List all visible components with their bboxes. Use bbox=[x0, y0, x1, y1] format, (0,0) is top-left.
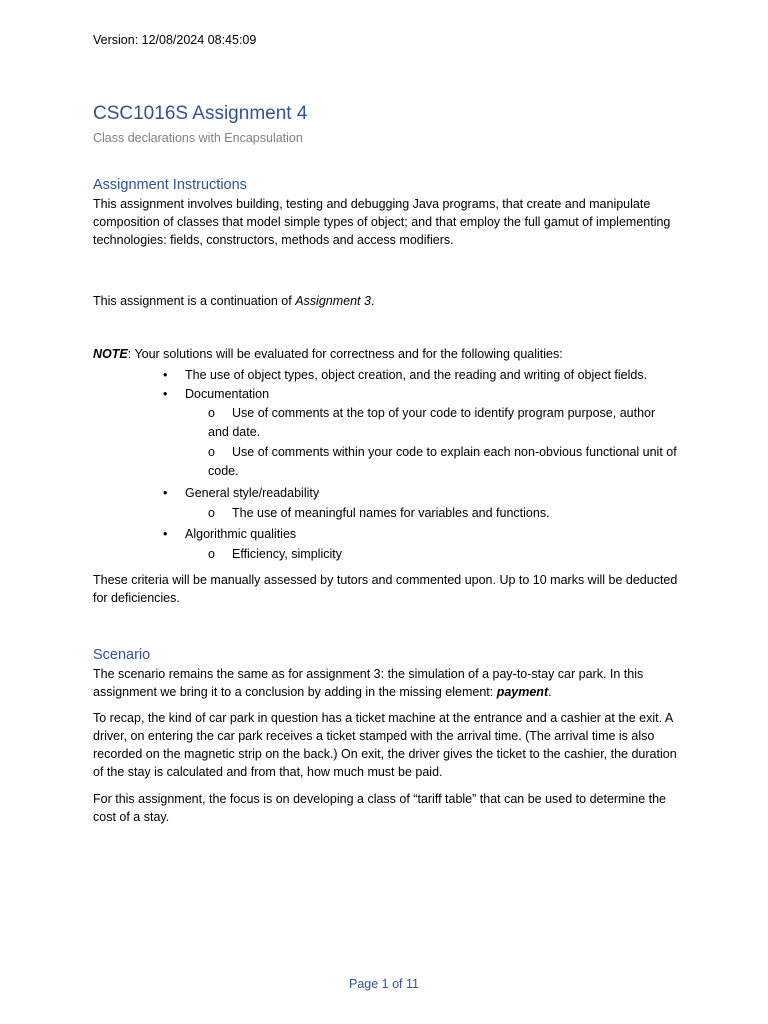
circle-bullet-icon: o bbox=[208, 445, 215, 459]
continuation-paragraph bbox=[93, 292, 683, 310]
bullet-icon: • bbox=[163, 527, 168, 541]
continuation-reference: Assignment 3 bbox=[295, 294, 371, 308]
note-text: : Your solutions will be evaluated for correctness and for the following qualities: bbox=[127, 347, 563, 361]
criteria-paragraph: These criteria will be manually assessed by tutors and commented upon. Up to 10 marks will be deducted for deficiencies. bbox=[93, 573, 678, 605]
instructions-paragraph: This assignment involves building, testing and debugging Java programs, that create and manipulate composition of classes that model simple types of object; and that employ the full gamut of implementing technologies: fields, constructors, methods and access modifiers. bbox=[93, 197, 671, 247]
payment-emphasis: payment bbox=[496, 685, 549, 699]
scenario-paragraph-2: To recap, the kind of car park in question has a ticket machine at the entrance and a cashier at the exit. A driver, on entering the car park receives a ticket stamped with the arrival time. (The arrival time is also recorded on the magnetic strip on the back.) On exit, the driver gives the ticket to the cashier, the duration of the stay is calculated and from that, how much must be paid. bbox=[93, 711, 677, 779]
circle-bullet-icon: o bbox=[208, 406, 215, 420]
sub-list-item: o Efficiency, simplicity bbox=[208, 545, 678, 564]
note-paragraph bbox=[93, 345, 683, 363]
scenario-paragraph-1: The scenario remains the same as for assignment 3: the simulation of a pay-to-stay car park. In this assignment we bring it to a conclusion by adding in the missing element: payment. bbox=[93, 667, 644, 699]
sub-list-item: o Use of comments within your code to explain each non-obvious functional unit of code. bbox=[208, 445, 677, 478]
continuation-prefix: This assignment is a continuation of bbox=[93, 294, 296, 308]
bullet-icon: • bbox=[163, 387, 168, 401]
circle-bullet-icon: o bbox=[208, 547, 215, 561]
document-title: CSC1016S Assignment 4 bbox=[93, 103, 308, 124]
bullet-icon: • bbox=[163, 486, 168, 500]
bullet-icon: • bbox=[163, 368, 168, 382]
note-label: NOTE bbox=[93, 347, 128, 361]
sub-list-item: o Use of comments at the top of your code to identify program purpose, author and date. bbox=[208, 406, 656, 439]
document-page: Version: 12/08/2024 08:45:09 CSC1016S Assignment 4 Class declarations with Encapsulation Assignment Instructions This assignment involves building, testing and debugging Java programs, that create and manipulate composition of classes that model simple types of object; and that employ the full gamut of implementing technologies: fields, constructors, methods and access modifiers. This assignment is a continuation of Assignment 3. NOTE: Your solutions will be evaluated for correctness and for the following qualities: • The use of object types, object creation, and the reading and writing of object fields. • Documentation o Use of comments at the top of your code to identify program purpose, author and date. o Use of comments within your code to explain each non-obvious functional unit of code. • General style/readability o The use of meaningful names for variables and functions. • Algorithmic qualities o Efficiency, simplicity These criteria will be manually assessed by tutors and commented upon. Up to 10 marks will be deducted for deficiencies. Scenario The scenario remains the same as for assignment 3: the simulation of a pay-to-stay car park. In this assignment we bring it to a conclusion by adding in the missing element: payment. To recap, the kind of car park in question has a ticket machine at the entrance and a cashier at the exit. A driver, on entering the car park receives a ticket stamped with the arrival time. (The arrival time is also recorded on the magnetic strip on the back.) On exit, the driver gives the ticket to the cashier, the duration of the stay is calculated and from that, how much must be paid. For this assignment, the focus is on developing a class of “tariff table” that can be used to determine the cost of a stay. Page 1 of 11 bbox=[0, 0, 768, 1024]
scenario-paragraph-3: For this assignment, the focus is on developing a class of “tariff table” that can be used to determine the cost of a stay. bbox=[93, 792, 667, 824]
sub-list-item: o The use of meaningful names for variables and functions. bbox=[208, 504, 678, 523]
heading-assignment-instructions: Assignment Instructions bbox=[93, 177, 247, 193]
version-stamp: Version: 12/08/2024 08:45:09 bbox=[93, 33, 257, 47]
page-number: Page 1 of 11 bbox=[349, 977, 419, 991]
heading-scenario: Scenario bbox=[93, 647, 151, 663]
circle-bullet-icon: o bbox=[208, 506, 215, 520]
document-subtitle: Class declarations with Encapsulation bbox=[93, 131, 303, 145]
continuation-suffix: . bbox=[370, 294, 375, 308]
